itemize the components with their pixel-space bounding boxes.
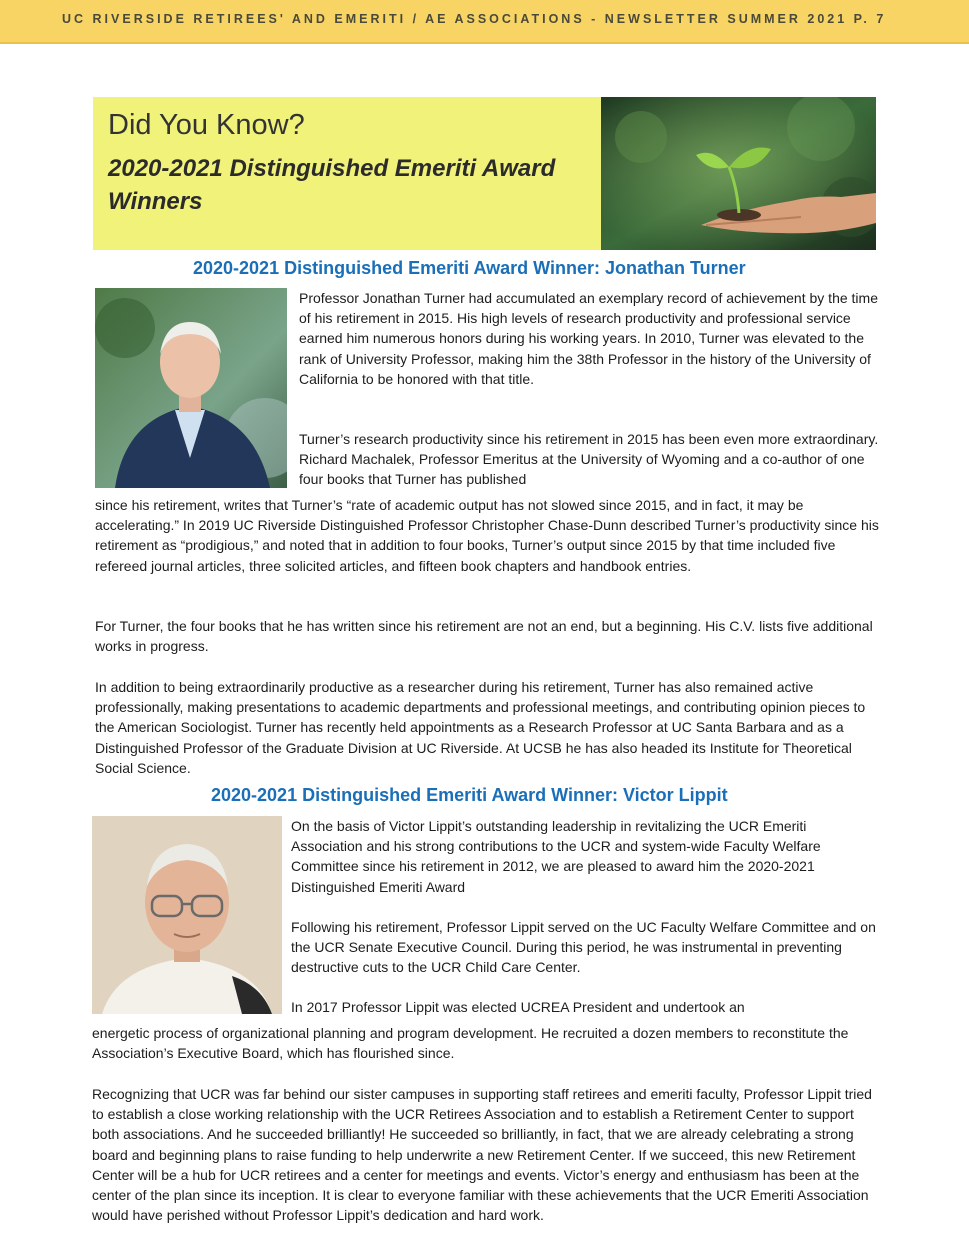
jonathan-turner-portrait [95,288,287,488]
turner-paragraph-1: Professor Jonathan Turner had accumulated an exemplary record of achievement by the time of his retirement in 2015. His high levels of research productivity and professional service earned him numerous honors during his working years. In 2010, Turner was elevated to the rank of University Professor, making him the 38th Professor in the history of the University of California to be honored with that title. [299,290,878,387]
running-head: UC RIVERSIDE RETIREES' AND EMERITI / AE ASSOCIATIONS - NEWSLETTER SUMMER 2021 P. 7 [62,12,887,26]
running-head-bar [0,0,969,44]
turner-paragraph-2-side: Turner’s research productivity since his retirement in 2015 has been even more extraordinary. Richard Machalek, Professor Emeritus at the University of Wyoming and a co-author of one four books that Turner has published [299,431,879,488]
did-you-know-banner [93,97,876,250]
lippit-paragraph-2: Following his retirement, Professor Lippit served on the UC Faculty Welfare Committee and on the UCR Senate Executive Council. During this period, he was instrumental in preventing destructive cuts to the UCR Child Care Center. [291,919,876,976]
seedling-in-hand-photo [601,97,876,250]
lippit-paragraph-1: On the basis of Victor Lippit’s outstanding leadership in revitalizing the UCR Emeriti Association and his strong contributions to the UCR and system-wide Faculty Welfare Committee since his retirement in 2012, we are pleased to award him the 2020-2021 Distinguished Emeriti Award [291,818,821,895]
lippit-paragraph-3: energetic process of organizational planning and program development. He recruited a dozen members to reconstitute the Association’s Executive Board, which has flourished since. [92,1025,849,1062]
banner-title: Did You Know? [108,109,305,141]
turner-paragraph-3: For Turner, the four books that he has written since his retirement are not an end, but a beginning. His C.V. lists five additional works in progress. [95,618,873,655]
banner-subtitle: 2020-2021 Distinguished Emeriti Award Winners [108,155,556,215]
lippit-paragraph-3-side: In 2017 Professor Lippit was elected UCREA President and undertook an [291,999,745,1015]
lippit-heading: 2020-2021 Distinguished Emeriti Award Winner: Victor Lippit [211,785,728,805]
turner-heading: 2020-2021 Distinguished Emeriti Award Winner: Jonathan Turner [193,258,746,278]
lippit-paragraph-4: Recognizing that UCR was far behind our sister campuses in supporting staff retirees and emeriti faculty, Professor Lippit tried to establish a close working relationship with the UCR Retirees Association and to establish a Retirement Center to support both associations. And he succeeded brilliantly! He succeeded so brilliantly, in fact, that we are already celebrating a strong board and beginning plans to raise funding to help underwrite a new Retirement Center. If we succeed, this new Retirement Center will be a hub for UCR retirees and a center for meetings and events. Victor’s energy and enthusiasm has been at the center of the plan since its inception. It is clear to everyone familiar with these achievements that the UCR Emeriti Association would have perished without Professor Lippit’s dedication and hard work. [92,1086,872,1224]
turner-paragraph-4: In addition to being extraordinarily productive as a researcher during his retirement, Turner has also remained active professionally, making presentations to academic departments and professional meetings, and contributing opinion pieces to the American Sociologist. Turner has recently held appointments as a Research Professor at UC Santa Barbara and as a Distinguished Professor of the Graduate Division at UC Riverside. At UCSB he has also headed its Institute for Theoretical Social Science. [95,679,866,776]
turner-paragraph-2: since his retirement, writes that Turner’s “rate of academic output has not slowed since 2015, and in fact, it may be accelerating.” In 2019 UC Riverside Distinguished Professor Christopher Chase-Dunn described Turner’s productivity since his retirement as “prodigious,” and noted that in addition to four books, Turner’s output since 2015 by that time included five refereed journal articles, three solicited articles, and fifteen book chapters and handbook entries. [95,497,879,574]
victor-lippit-portrait [92,816,282,1014]
